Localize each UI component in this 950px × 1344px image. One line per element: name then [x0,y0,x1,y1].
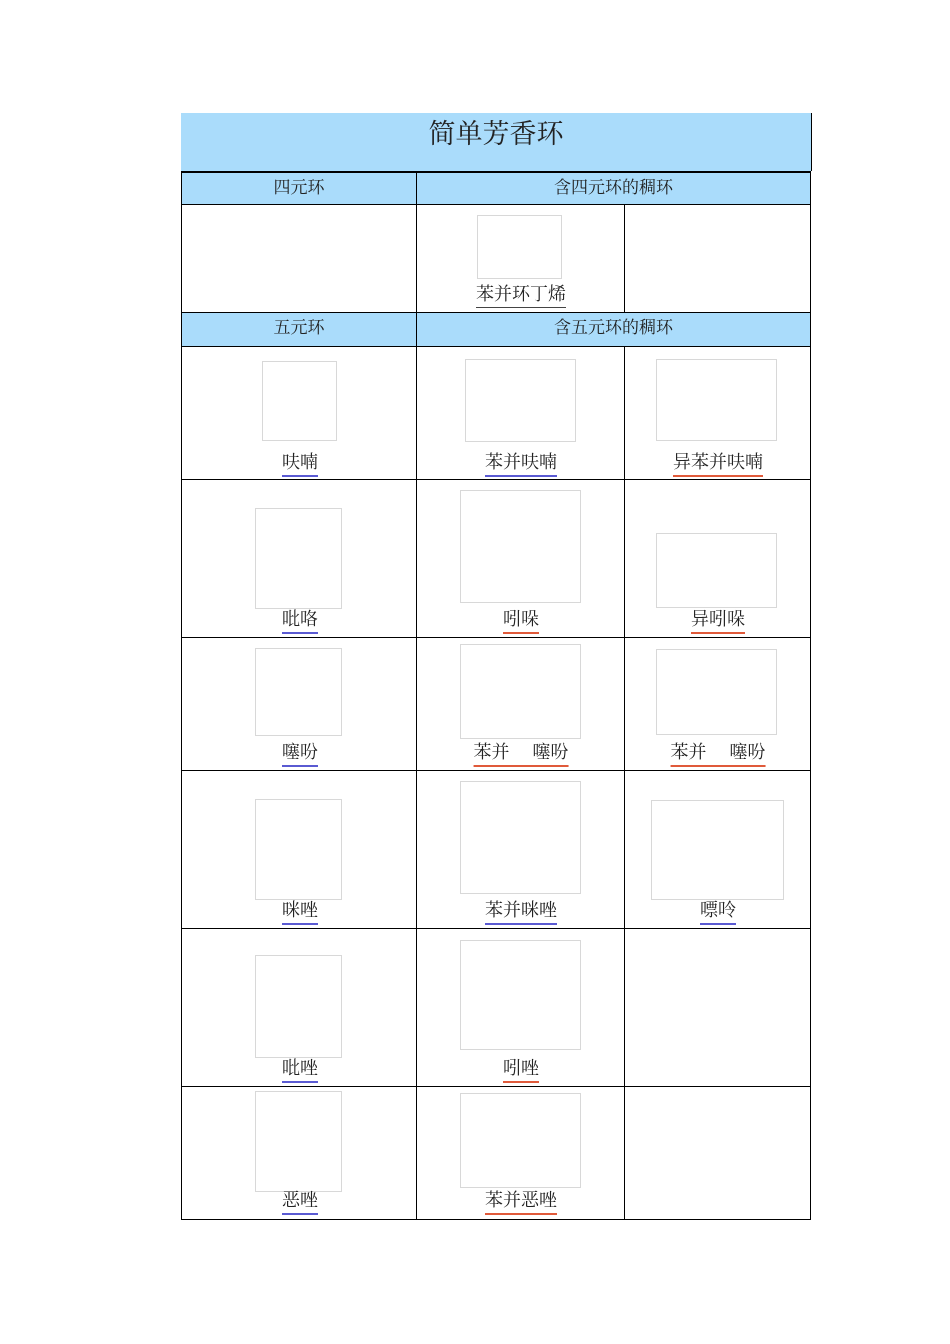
cell-isobenzofuran [624,346,811,480]
compound-label: 噻吩 [282,742,318,767]
header-four-ring: 四元环 [181,171,417,205]
compound-label: 吡咯 [282,609,318,634]
cell-imidazole [181,770,417,929]
structure-image [465,359,576,442]
compound-label: 吡唑 [282,1058,318,1083]
cell-benzofuran [416,346,625,480]
cell-thiophene [181,637,417,771]
cell-empty [181,204,417,313]
compound-label: 异吲哚 [691,609,745,634]
cell-empty [624,204,811,313]
compound-label: 苯并咪唑 [485,900,557,925]
structure-image [460,1093,581,1188]
page-title: 简单芳香环 [181,113,812,171]
cell-benzocyclobutene [416,204,625,313]
structure-image [255,799,342,900]
cell-isoindole [624,479,811,638]
cell-empty [624,1086,811,1220]
cell-purine [624,770,811,929]
compound-label: 咪唑 [282,900,318,925]
cell-benzimidazole [416,770,625,929]
compound-label: 异苯并呋喃 [673,452,763,477]
header-five-fused: 含五元环的稠环 [416,312,811,347]
compound-label: 嘌呤 [700,900,736,925]
cell-benzothiophene-c [624,637,811,771]
compound-label: 吲哚 [503,609,539,634]
structure-image [656,359,777,441]
cell-furan [181,346,417,480]
cell-indazole [416,928,625,1087]
cell-indole [416,479,625,638]
structure-image [262,361,337,441]
compound-label: 呋喃 [282,452,318,477]
structure-image [255,648,342,736]
document-page [181,113,812,1220]
compound-label: 恶唑 [282,1190,318,1215]
cell-benzothiophene [416,637,625,771]
cell-benzoxazole [416,1086,625,1220]
structure-image [255,955,342,1058]
structure-image [656,533,777,608]
structure-image [460,490,581,603]
structure-image [255,1091,342,1192]
cell-pyrazole [181,928,417,1087]
structure-image [477,215,562,279]
compound-label: 苯并 噻吩 [671,742,766,767]
header-four-fused: 含四元环的稠环 [416,171,811,205]
cell-oxazole [181,1086,417,1220]
header-five-ring: 五元环 [181,312,417,347]
compound-label: 苯并呋喃 [485,452,557,477]
compound-label: 苯并环丁烯 [476,284,566,308]
compound-label: 吲唑 [503,1058,539,1083]
structure-image [460,781,581,894]
compound-label: 苯并恶唑 [485,1190,557,1215]
cell-empty [624,928,811,1087]
structure-image [255,508,342,609]
cell-pyrrole [181,479,417,638]
compound-label: 苯并 噻吩 [474,742,569,767]
structure-image [460,644,581,739]
structure-image [656,649,777,735]
structure-image [460,940,581,1050]
structure-image [651,800,784,900]
